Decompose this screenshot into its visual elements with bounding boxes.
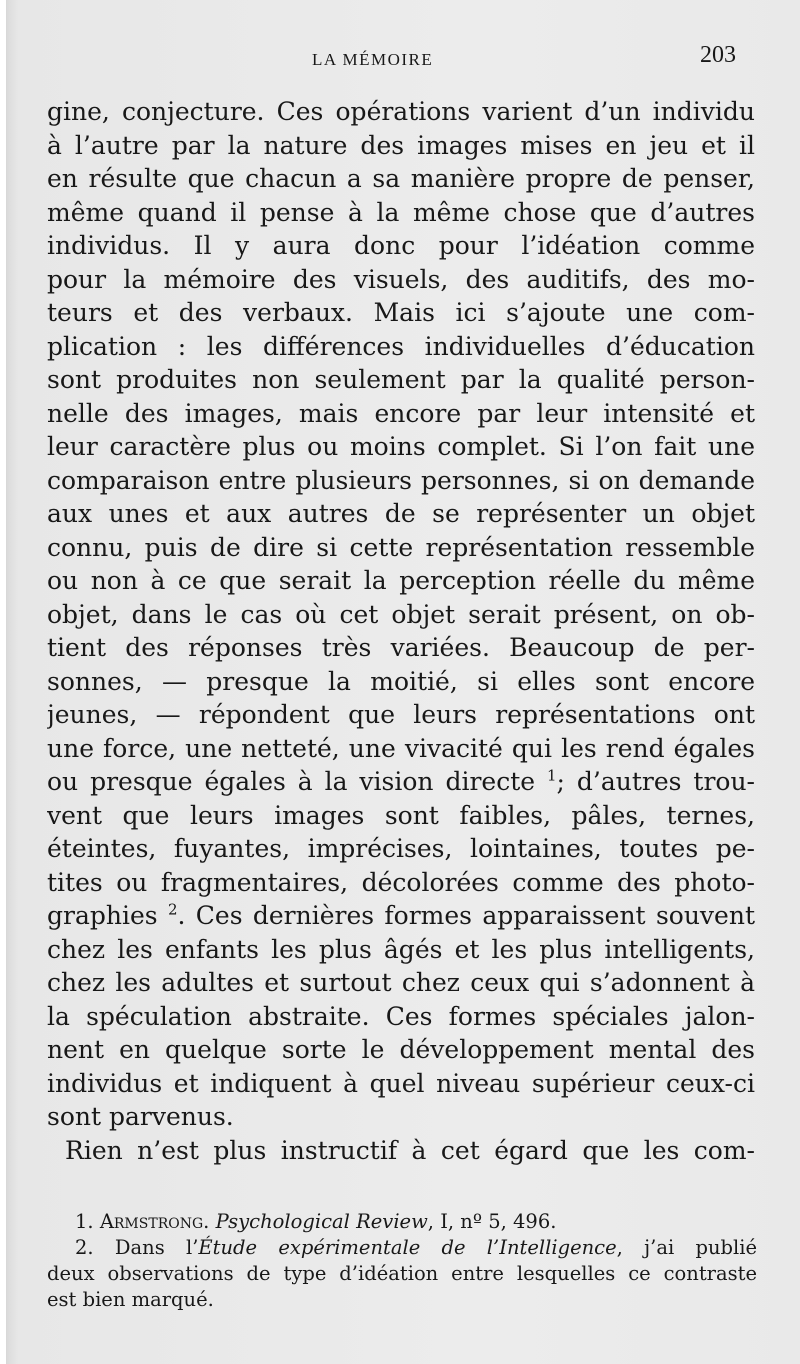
text-line: objet, dans le cas où cet objet serait présent, on ob- — [47, 599, 755, 629]
footnote-author: Armstrong. — [99, 1210, 210, 1233]
footnote-1 — [47, 1209, 757, 1235]
text-fragment: , j’ai publié — [616, 1236, 757, 1259]
text-line: sont parvenus. — [47, 1102, 234, 1131]
footnote-citation: , I, nº 5, 496. — [427, 1210, 557, 1233]
text-line: comparaison entre plusieurs personnes, si on demande — [47, 465, 755, 495]
text-line: sont produites non seulement par la qualité person- — [47, 365, 755, 394]
page-header — [0, 42, 800, 78]
text-line: pour la mémoire des visuels, des auditifs, des mo- — [47, 264, 755, 294]
text-line: nelle des images, mais encore par leur intensité et — [47, 398, 755, 428]
text-line: chez les enfants les plus âgés et les plus intelligents, — [47, 934, 755, 964]
footnote-ref-1[interactable]: 1 — [546, 766, 557, 785]
text-line: aux unes et aux autres de se représenter un objet — [47, 499, 755, 528]
text-fragment: Dans l’ — [114, 1236, 199, 1259]
page-edge — [0, 0, 6, 1364]
text-line: chez les adultes et surtout chez ceux qui s’adonnent à — [47, 968, 755, 997]
text-line: vent que leurs images sont faibles, pâles, ternes, — [47, 800, 755, 830]
text-line — [47, 899, 755, 933]
text-line: nent en quelque sorte le développement mental des — [47, 1035, 755, 1064]
text-line: connu, puis de dire si cette représentation ressemble — [47, 532, 755, 562]
text-fragment: graphies — [47, 901, 158, 930]
text-line: tites ou fragmentaires, décolorées comme des photo- — [47, 867, 755, 897]
footnote-number: 2. — [75, 1236, 94, 1259]
text-line: plication : les différences individuelles d’éducation — [47, 331, 755, 361]
text-line: sonnes, — presque la moitié, si elles sont encore — [47, 666, 755, 696]
footnote-2 — [47, 1235, 757, 1261]
footnotes — [47, 1209, 757, 1313]
running-title: LA MÉMOIRE — [312, 50, 434, 69]
paragraph-start: Rien n’est plus instructif à cet égard que les com- — [65, 1135, 755, 1165]
text-line: une force, une netteté, une vivacité qui les rend égales — [47, 733, 755, 763]
text-line: tient des réponses très variées. Beaucoup de per- — [47, 633, 755, 662]
text-line: gine, conjecture. Ces opérations varient d’un individu — [47, 97, 755, 126]
text-line: même quand il pense à la même chose que d’autres — [47, 197, 755, 227]
text-fragment: . Ces dernières formes apparaissent souvent — [177, 901, 755, 930]
text-line: ou non à ce que serait la perception réelle du même — [47, 566, 755, 595]
text-line: la spéculation abstraite. Ces formes spéciales jalon- — [47, 1001, 755, 1031]
text-line: à l’autre par la nature des images mises en jeu et il — [47, 130, 755, 160]
text-line: individus et indiquent à quel niveau supérieur ceux-ci — [47, 1068, 755, 1098]
text-fragment: ou presque égales à la vision directe — [47, 767, 536, 796]
page-number: 203 — [700, 42, 736, 68]
text-line: en résulte que chacun a sa manière propre de penser, — [47, 164, 755, 193]
text-line: teurs et des verbaux. Mais ici s’ajoute une com- — [47, 298, 755, 327]
text-line: éteintes, fuyantes, imprécises, lointaines, toutes pe- — [47, 834, 755, 863]
text-line: leur caractère plus ou moins complet. Si l’on fait une — [47, 432, 755, 461]
footnote-number: 1. — [75, 1210, 94, 1233]
footnote-journal: Psychological Review — [215, 1210, 428, 1233]
footnote-2-line: est bien marqué. — [47, 1288, 214, 1311]
footnote-ref-2[interactable]: 2 — [167, 900, 178, 919]
text-line: jeunes, — répondent que leurs représentations ont — [47, 700, 755, 729]
text-line — [47, 765, 755, 799]
footnote-2-line: deux observations de type d’idéation entre lesquelles ce contraste — [47, 1262, 757, 1285]
text-fragment: ; d’autres trou- — [556, 767, 755, 796]
body-text — [47, 95, 755, 1167]
text-line: individus. Il y aura donc pour l’idéation comme — [47, 231, 755, 260]
footnote-book-title: Étude expérimentale de l’Intelligence — [198, 1236, 617, 1259]
